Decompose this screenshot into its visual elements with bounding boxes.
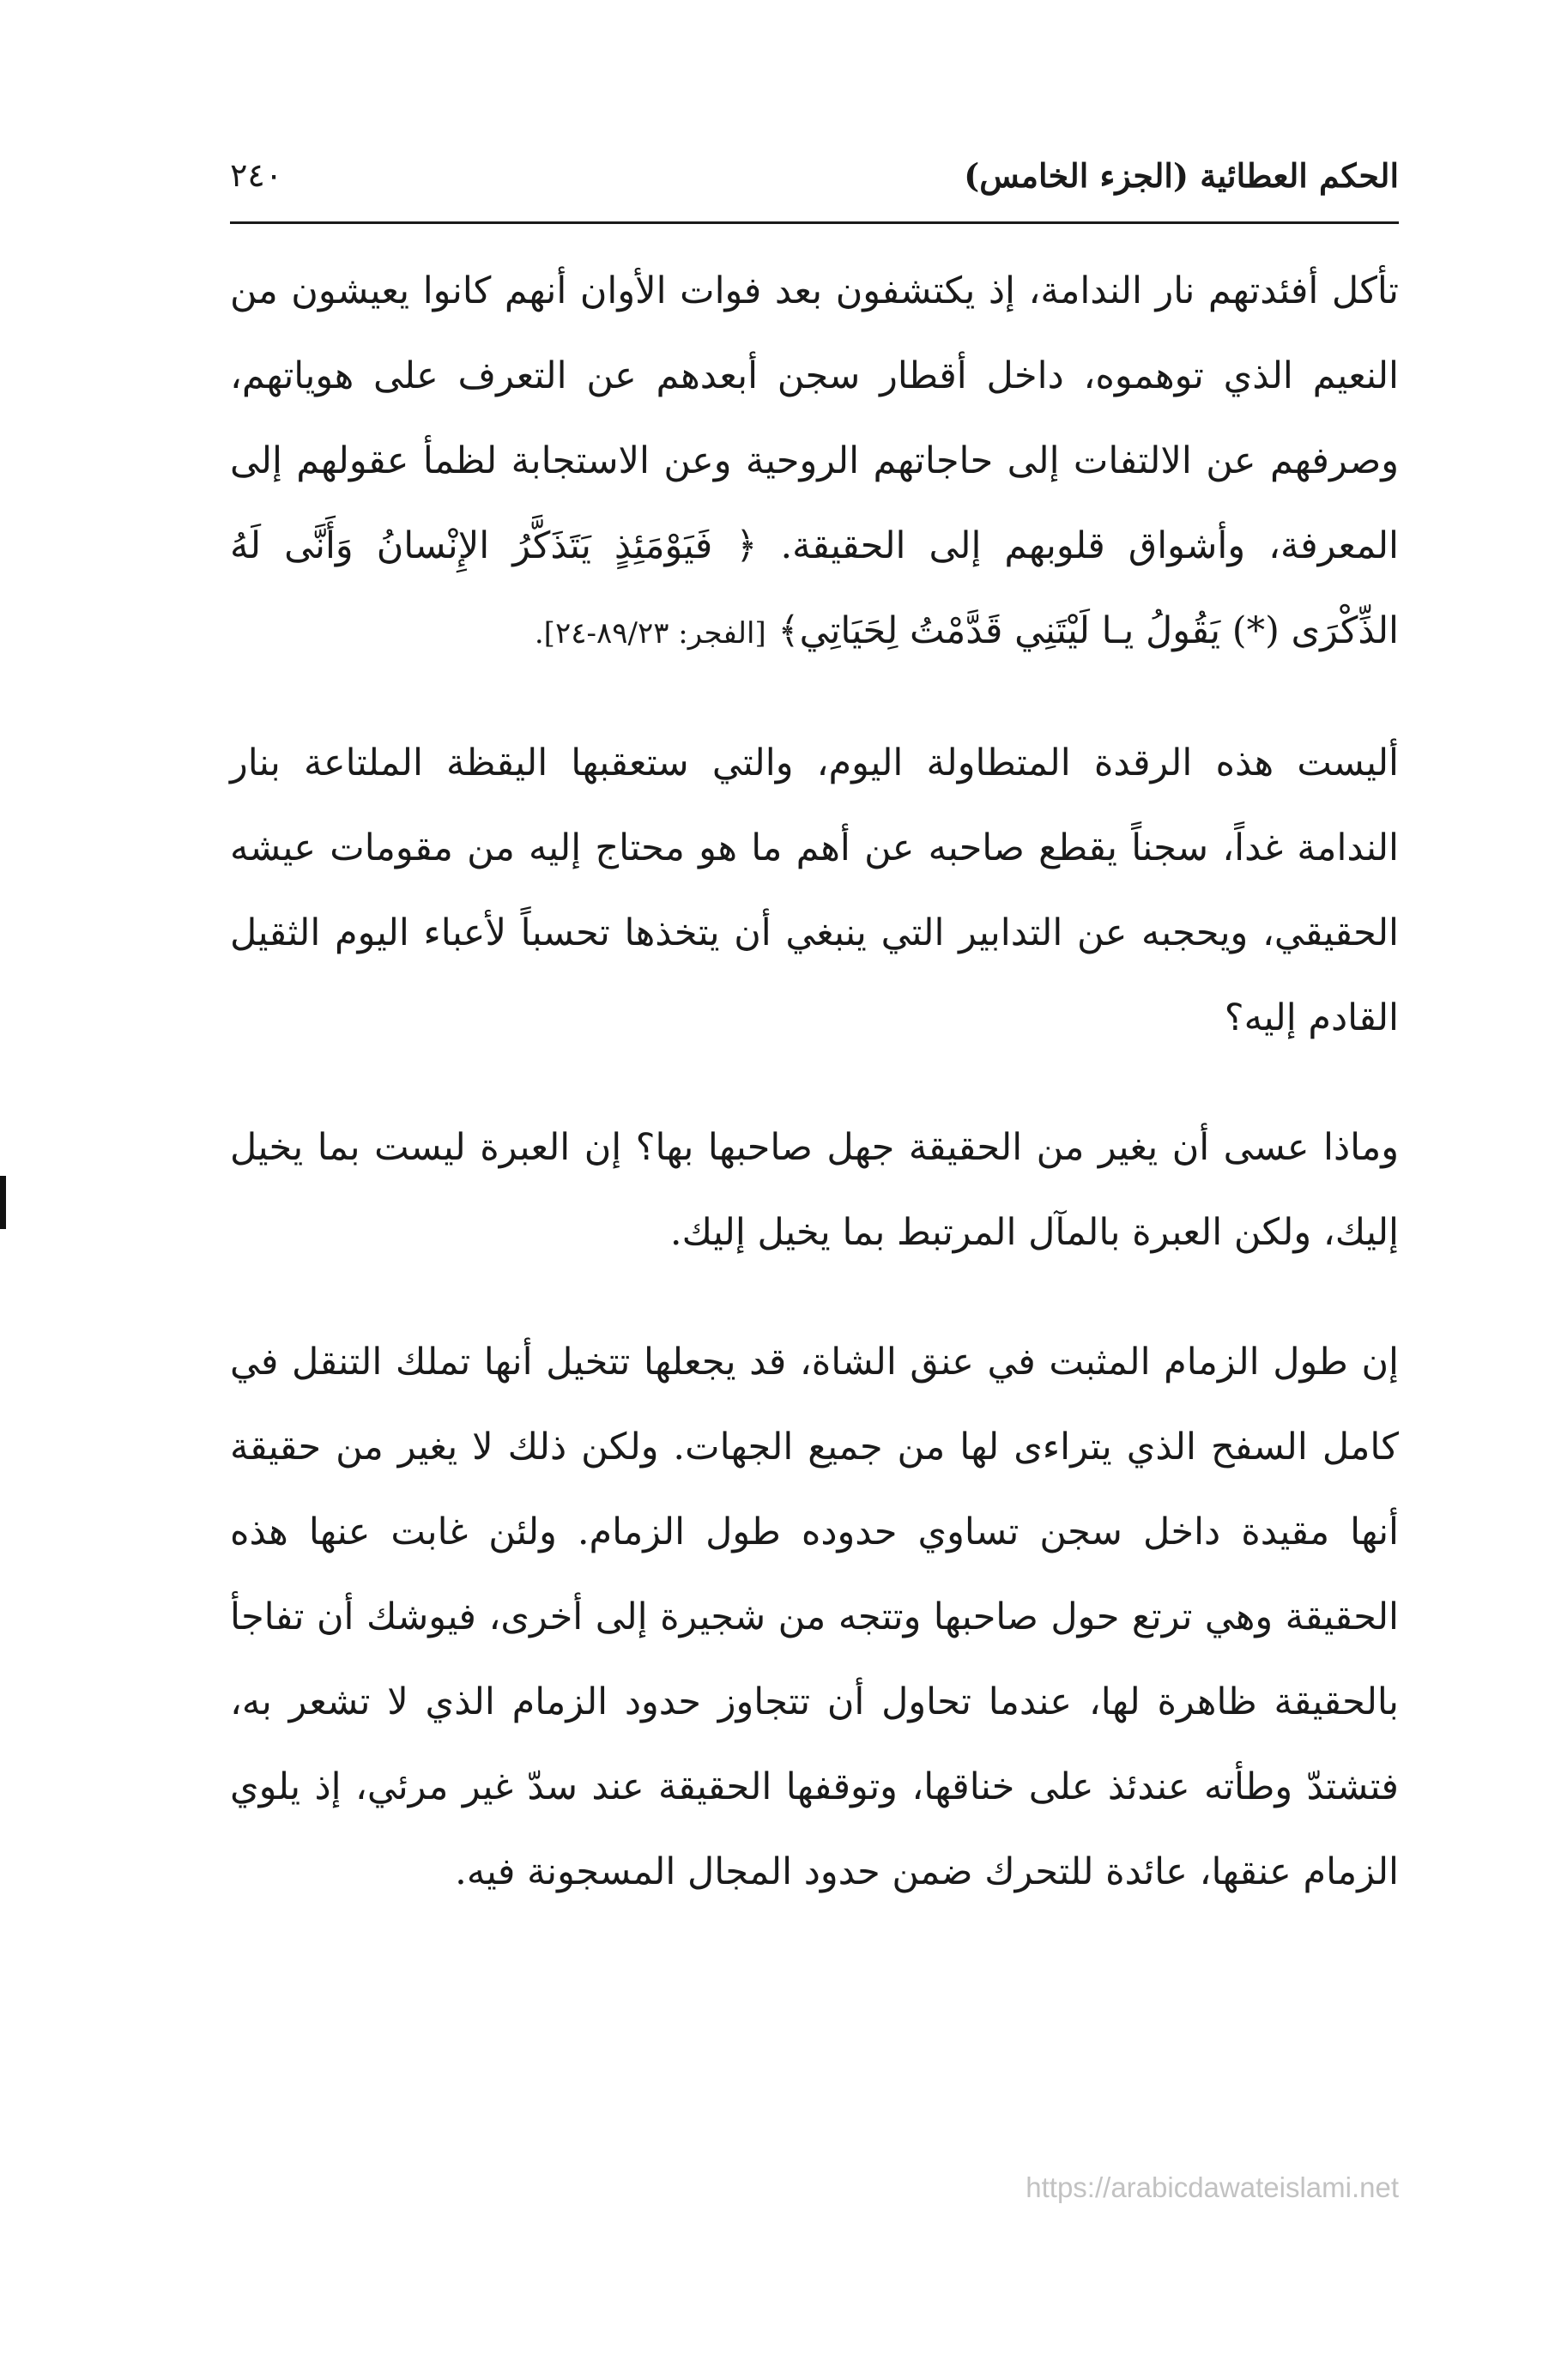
paragraph-text: إن طول الزمام المثبت في عنق الشاة، قد يجعلها تتخيل أنها تملك التنقل في كامل السفح الذي يتراءى لها من جميع الجهات. ولكن ذلك لا يغير من حقيقة أنها مقيدة داخل سجن تساوي حدوده طول الزمام. ولئن غابت عنها هذه الحقيقة وهي ترتع حول صاحبها وتتجه من شجيرة إلى أخرى، فيوشك أن تفاجأ بالحقيقة ظاهرة لها، عندما تحاول أن تتجاوز حدود الزمام الذي لا تشعر به، فتشتدّ وطأته عندئذ على خناقها، وتوقفها الحقيقة عند سدّ غير مرئي، إذ يلوي الزمام عنقها، عائدة للتحرك ضمن حدود المجال المسجونة فيه. [230,1341,1399,1893]
body-text [230,249,1399,1915]
paragraph-4 [230,1320,1399,1915]
scan-edge-mark [0,1176,6,1229]
paragraph-3 [230,1105,1399,1275]
paragraph-2 [230,721,1399,1061]
header-divider [230,221,1399,224]
page-number: ٢٤٠ [230,156,283,194]
verse-citation: [الفجر: ٨٩/٢٣-٢٤]. [534,616,766,651]
paragraph-1 [230,249,1399,676]
running-header [230,153,1399,204]
running-title: الحكم العطائية (الجزء الخامس) [964,156,1399,195]
paragraph-text: تأكل أفئدتهم نار الندامة، إذ يكتشفون بعد فوات الأوان أنهم كانوا يعيشون من النعيم الذي توهموه، داخل أقطار سجن أبعدهم عن التعرف على هوياتهم، وصرفهم عن الالتفات إلى حاجاتهم الروحية وعن الاستجابة لظمأ عقولهم إلى المعرفة، وأشواق قلوبهم إلى الحقيقة. [230,269,1400,567]
paragraph-text: أليست هذه الرقدة المتطاولة اليوم، والتي ستعقبها اليقظة الملتاعة بنار الندامة غداً، سجناً يقطع صاحبه عن أهم ما هو محتاج إليه من مقومات عيشه الحقيقي، ويحجبه عن التدابير التي ينبغي أن يتخذها تحسباً لأعباء اليوم الثقيل القادم إليه؟ [230,742,1399,1039]
quran-verse: ﴿ فَيَوْمَئِذٍ يَتَذَكَّرُ الإِنْسانُ وَأَنَّى لَهُ الذِّكْرَى (*) يَقُولُ يـا لَيْتَنِي قَدَّمْتُ لِحَيَاتِي﴾ [230,524,1399,652]
watermark-url: https://arabicdawateislami.net [1026,2171,1399,2203]
paragraph-text: وماذا عسى أن يغير من الحقيقة جهل صاحبها بها؟ إن العبرة ليست بما يخيل إليك، ولكن العبرة بالمآل المرتبط بما يخيل إليك. [230,1126,1399,1254]
